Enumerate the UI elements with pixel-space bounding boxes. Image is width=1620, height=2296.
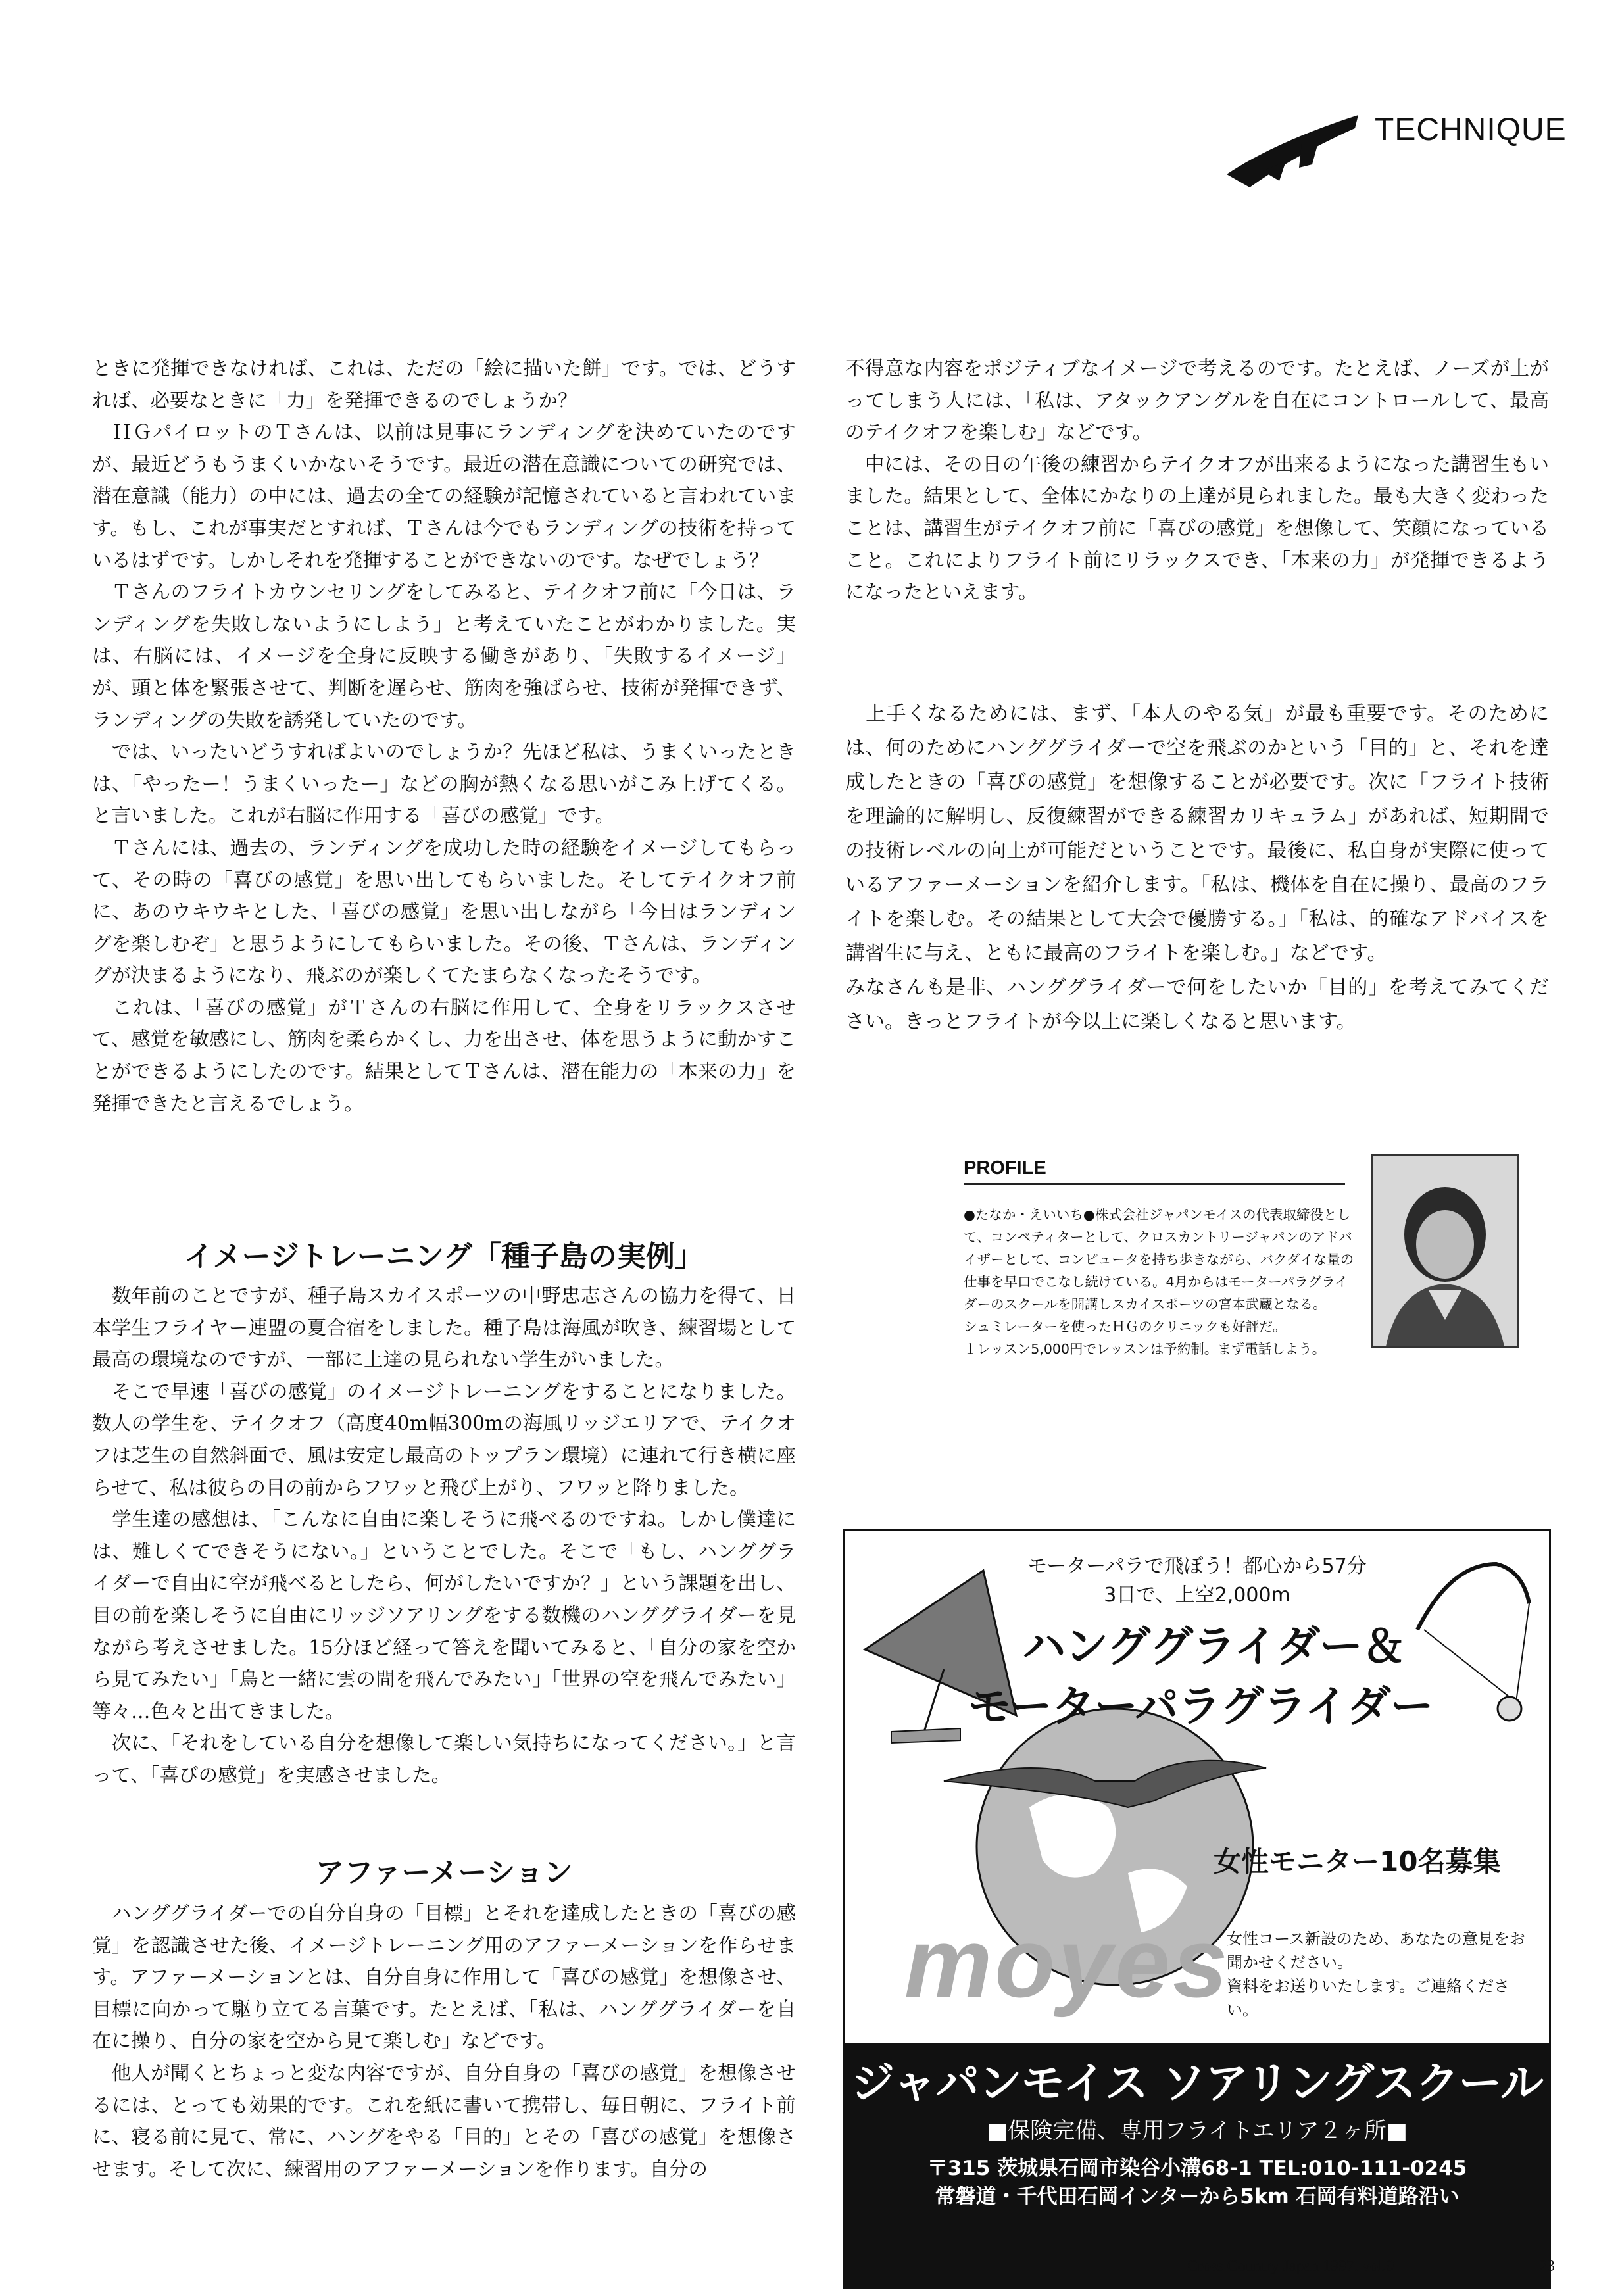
paragraph: ときに発揮できなければ、これは、ただの「絵に描いた餅」です。では、どうすれば、必要なときに「力」を発揮できるのでしょうか？ xyxy=(92,357,796,412)
subheading-text: アファーメーション xyxy=(315,1856,573,1890)
left-column-mid xyxy=(92,1280,796,1792)
right-column-summary xyxy=(845,697,1549,1039)
profile-line: ●たなか・えいいち●株式会社ジャパンモイスの代表取締役として、コンペティターとして、クロスカントリージャパンのアドバイザーとして、コンピュータを持ち歩きながら、バクダイな量の仕事を早口でこなし続けている。4月からはモーターパラグライダーのスクールを開講しスカイスポーツの宮本武蔵となる。 xyxy=(964,1207,1354,1312)
paragraph: では、いったいどうすればよいのでしょうか？先ほど私は、うまくいったときは、「やったー！うまくいったー」などの胸が熱くなる思いがこみ上げてくる。と言いました。これが右脳に作用する「喜びの感覚」です。 xyxy=(92,741,796,827)
paragraph: 次に、「それをしている自分を想像して楽しい気持ちになってください。」と言って、「喜びの感覚」を実感させました。 xyxy=(92,1732,796,1786)
paragraph: 不得意な内容をポジティブなイメージで考えるのです。たとえば、ノーズが上がってしまう人には、「私は、アタックアングルを自在にコントロールして、最高のテイクオフを楽しむ」などです。 xyxy=(845,357,1549,444)
ad-address: 〒315 茨城県石岡市染谷小溝68-1 TEL:010-111-0245 xyxy=(927,2157,1467,2180)
ad-title-motor-paraglider: モーターパラグライダー xyxy=(968,1681,1433,1732)
subheading-text: イメージトレーニング「種子島の実例」 xyxy=(184,1240,704,1273)
ad-feature: ■保険完備、専用フライトエリア２ヶ所■ xyxy=(987,2118,1408,2144)
paragraph: 数年前のことですが、種子島スカイスポーツの中野忠志さんの協力を得て、日本学生フライヤー連盟の夏合宿をしました。種子島は海風が吹き、練習場として最高の環境なのですが、一部に上達の見られない学生がいました。 xyxy=(92,1284,796,1371)
paragraph: 学生達の感想は、「こんなに自由に楽しそうに飛べるのですね。しかし僕達には、難しくてできそうにない。」ということでした。そこで「もし、ハンググライダーで自由に空が飛べるとしたら、何がしたいですか？」という課題を出し、目の前を楽しそうに自由にリッジソアリングをする数機のハンググライダーを見ながら考えさせました。15分ほど経って答えを聞いてみると、「自分の家を空から見てみたい」「鳥と一緒に雲の間を飛んでみたい」「世界の空を飛んでみたい」等々…色々と出てきました。 xyxy=(92,1508,796,1722)
profile-line: １レッスン5,000円でレッスンは予約制。まず電話しよう。 xyxy=(964,1341,1326,1357)
paragraph: Ｔさんのフライトカウンセリングをしてみると、テイクオフ前に「今日は、ランディングを失敗しないようにしよう」と考えていたことがわかりました。実は、右脳には、イメージを全身に反映する働きがあり、「失敗するイメージ」が、頭と体を緊張させて、判断を遅らせ、筋肉を強ばらせ、技術が発揮できず、ランディングの失敗を誘発していたのです。 xyxy=(92,581,796,731)
ad-note-line: 資料をお送りいたします。ご連絡ください。 xyxy=(1227,1977,1510,2019)
ad-note-line: 女性コース新設のため、あなたの意見をお聞かせください。 xyxy=(1227,1930,1525,1972)
author-photo xyxy=(1371,1154,1519,1348)
paragraph: これは、「喜びの感覚」がＴさんの右脳に作用して、全身をリラックスさせて、感覚を敏感にし、筋肉を柔らかくし、力を出させ、体を思うように動かすことができるようにしたのです。結果としてＴさんは、潜在能力の「本来の力」を発揮できたと言えるでしょう。 xyxy=(92,996,796,1115)
section-title: TECHNIQUE xyxy=(1375,112,1567,147)
ad-recruit-text: 女性モニター10名募集 xyxy=(1214,1845,1501,1878)
ad-note xyxy=(1227,1927,1536,2022)
school-advertisement xyxy=(843,1529,1551,2289)
page-number: 23 xyxy=(1539,2258,1555,2275)
paragraph: そこで早速「喜びの感覚」のイメージトレーニングをすることになりました。数人の学生を、テイクオフ（高度40m幅300mの海風リッジエリアで、テイクオフは芝生の自然斜面で、風は安定し最高のトップラン環境）に連れて行き横に座らせて、私は彼らの目の前からフワッと飛び上がり、フワッと降りました。 xyxy=(92,1380,796,1499)
paragraph: 中には、その日の午後の練習からテイクオフが出来るようになった講習生もいました。結果として、全体にかなりの上達が見られました。最も大きく変わったことは、講習生がテイクオフ前に「喜びの感覚」を想像して、笑顔になっていること。これによりフライト前にリラックスでき、「本来の力」が発揮できるようになったといえます。 xyxy=(845,452,1549,604)
paragraph: 上手くなるためには、まず、「本人のやる気」が最も重要です。そのためには、何のためにハンググライダーで空を飛ぶのかという「目的」と、それを達成したときの「喜びの感覚」を想像することが必要です。次に「フライト技術を理論的に解明し、反復練習ができる練習カリキュラム」があれば、短期間での技術レベルの向上が可能だということです。最後に、私自身が実際に使っているアファーメーションを紹介します。「私は、機体を自在に操り、最高のフライトを楽しむ。その結果として大会で優勝する。」「私は、的確なアドバイスを講習生に与え、ともに最高のフライトを楽しむ。」などです。 xyxy=(845,702,1549,965)
paragraph: ＨＧパイロットのＴさんは、以前は見事にランディングを決めていたのですが、最近どうもうまくいかないそうです。最近の潜在意識についての研究では、潜在意識（能力）の中には、過去の全ての経験が記憶されていると言われています。もし、これが事実だとすれば、Ｔさんは今でもランディングの技術を持っているはずです。しかしそれを発揮することができないのです。なぜでしょう？ xyxy=(92,421,796,572)
right-column-top xyxy=(845,353,1549,608)
moyes-logo: moyes xyxy=(904,1907,1231,2018)
ad-tagline-2: 3日で、上空2,000m xyxy=(1104,1584,1290,1607)
ad-title-hang-glider: ハンググライダー＆ xyxy=(1022,1621,1405,1672)
profile-heading: PROFILE xyxy=(964,1158,1345,1185)
left-column-intro xyxy=(92,353,796,1119)
paragraph: みなさんも是非、ハンググライダーで何をしたいか「目的」を考えてみてください。きっとフライトが今以上に楽しくなると思います。 xyxy=(845,976,1549,1033)
profile-text xyxy=(964,1204,1355,1360)
paragraph: ハンググライダーでの自分自身の「目標」とそれを達成したときの「喜びの感覚」を認識させた後、イメージトレーニング用のアファーメーションを作らせます。アファーメーションとは、自分自身に作用して「喜びの感覚」を想像させ、目標に向かって駆り立てる言葉です。たとえば、「私は、ハンググライダーを自在に操り、自分の家を空から見て楽しむ」などです。 xyxy=(92,1902,796,2053)
subheading-affirmation xyxy=(92,1849,796,1897)
ad-school-band xyxy=(845,2043,1549,2287)
profile-line: シュミレーターを使ったＨＧのクリニックも好評だ。 xyxy=(964,1319,1287,1334)
subheading-tanegashima xyxy=(92,1233,796,1281)
portrait-icon xyxy=(1373,1156,1517,1346)
ad-school-name: ジャパンモイス ソアリングスクール xyxy=(850,2058,1544,2109)
ad-access: 常磐道・千代田石岡インターから5km 石岡有料道路沿い xyxy=(935,2185,1460,2209)
paragraph: 他人が聞くとちょっと変な内容ですが、自分自身の「喜びの感覚」を想像させるには、とっても効果的です。これを紙に書いて携帯し、毎日朝に、フライト前に、寝る前に見て、常に、ハングをやる「目的」とその「喜びの感覚」を想像させます。そして次に、練習用のアファーメーションを作ります。自分の xyxy=(92,2061,796,2180)
journal-footer: Cross Country Japan 1997. vol.9 xyxy=(1187,2258,1394,2275)
left-column-end xyxy=(92,1897,796,2185)
ad-tagline: モーターパラで飛ぼう！都心から57分 xyxy=(1027,1555,1367,1578)
technique-logo-icon xyxy=(1223,102,1362,201)
paragraph: Ｔさんには、過去の、ランディングを成功した時の経験をイメージしてもらって、その時の「喜びの感覚」を思い出してもらいました。そしてテイクオフ前に、あのウキウキとした、「喜びの感覚」を思い出しながら「今日はランディングを楽しむぞ」と思うようにしてもらいました。その後、Ｔさんは、ランディングが決まるようになり、飛ぶのが楽しくてたまらなくなったそうです。 xyxy=(92,836,796,987)
